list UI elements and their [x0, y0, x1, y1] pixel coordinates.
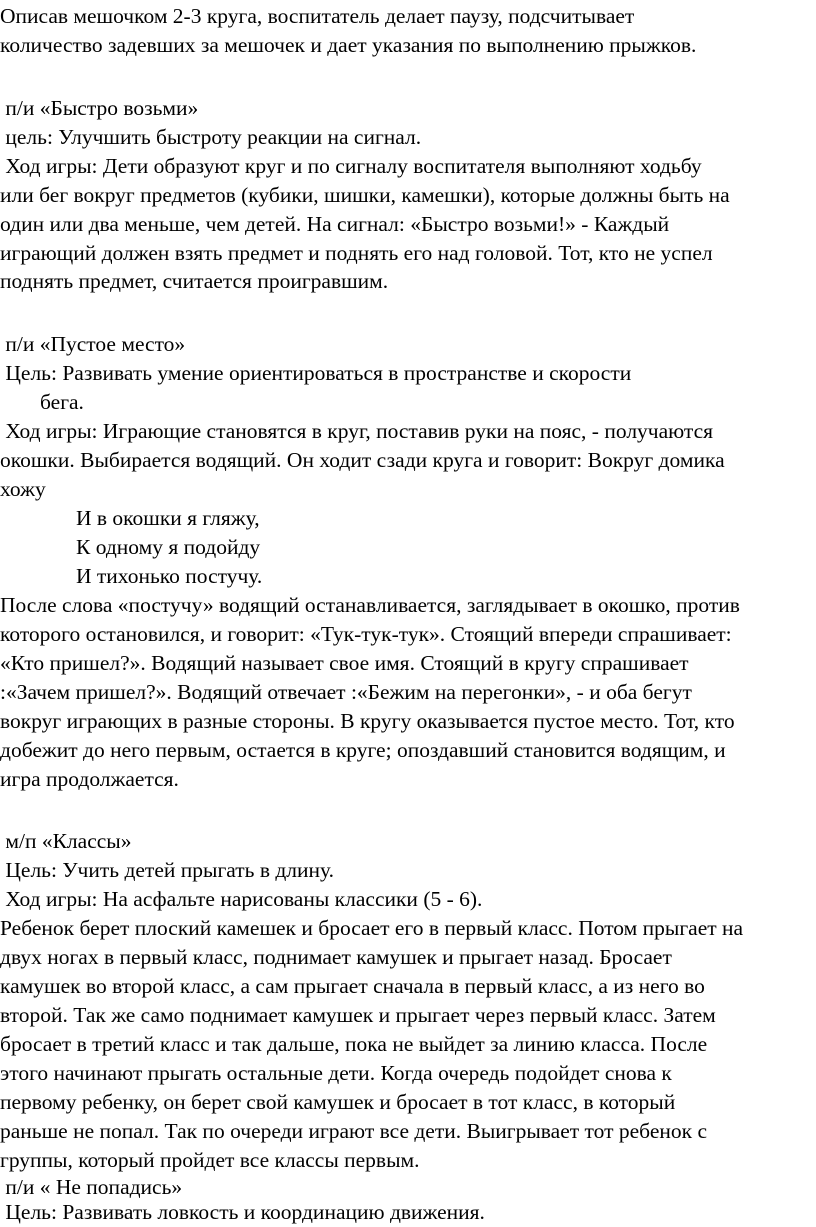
verse-line: К одному я подойду — [76, 535, 261, 559]
game-rules-line: играющий должен взять предмет и поднять его над головой. Тот, кто не успел — [0, 241, 713, 265]
intro-line: Описав мешочком 2-3 круга, воспитатель делает паузу, подсчитывает — [0, 4, 635, 28]
game-rules-line: поднять предмет, считается проигравшим. — [0, 269, 389, 293]
game-rules-line: Ребенок берет плоский камешек и бросает его в первый класс. Потом прыгает на — [0, 916, 744, 940]
game-goal: Цель: Развивать умение ориентироваться в пространстве и скорости — [0, 361, 632, 385]
game-rules-line: вокруг играющих в разные стороны. В кругу оказывается пустое место. Тот, кто — [0, 709, 735, 733]
game-rules-line: второй. Так же само поднимает камушек и прыгает через первый класс. Затем — [0, 1003, 716, 1027]
game-rules-line: группы, который пройдет все классы первым. — [0, 1148, 420, 1172]
game-title: п/и «Быстро возьми» — [0, 96, 199, 120]
game-rules-line: «Кто пришел?». Водящий называет свое имя. Стоящий в кругу спрашивает — [0, 651, 689, 675]
verse-line: И в окошки я гляжу, — [76, 506, 260, 530]
game-rules-line: раньше не попал. Так по очереди играют все дети. Выигрывает тот ребенок с — [0, 1119, 707, 1143]
game-rules-line: Ход игры: На асфальте нарисованы классики (5 - 6). — [0, 887, 483, 911]
game-rules-line: камушек во второй класс, а сам прыгает сначала в первый класс, а из него во — [0, 974, 705, 998]
game-rules-line: двух ногах в первый класс, поднимает камушек и прыгает назад. Бросает — [0, 945, 672, 969]
game-rules-line: или бег вокруг предметов (кубики, шишки, камешки), которые должны быть на — [0, 183, 730, 207]
game-rules-line: один или два меньше, чем детей. На сигнал: «Быстро возьми!» - Каждый — [0, 212, 670, 236]
game-rules-line: бросает в третий класс и так дальше, пока не выйдет за линию класса. После — [0, 1032, 708, 1056]
game-goal: Цель: Учить детей прыгать в длину. — [0, 858, 335, 882]
intro-line: количество задевших за мешочек и дает указания по выполнению прыжков. — [0, 33, 697, 57]
game-goal: цель: Улучшить быстроту реакции на сигнал. — [0, 125, 422, 149]
game-rules-line: добежит до него первым, остается в круге; опоздавший становится водящим, и — [0, 738, 726, 762]
game-rules-line: которого остановился, и говорит: «Тук-тук-тук». Стоящий впереди спрашивает: — [0, 622, 732, 646]
game-rules-line: первому ребенку, он берет свой камушек и бросает в тот класс, в который — [0, 1090, 676, 1114]
game-goal: бега. — [40, 390, 84, 414]
game-title: м/п «Классы» — [0, 829, 132, 853]
verse-line: И тихонько постучу. — [76, 564, 263, 588]
game-goal: Цель: Развивать ловкость и координацию движения. — [0, 1200, 485, 1224]
game-rules-line: хожу — [0, 477, 46, 501]
game-title: п/и « Не попадись» — [0, 1175, 183, 1199]
game-rules-line: этого начинают прыгать остальные дети. Когда очередь подойдет снова к — [0, 1061, 672, 1085]
game-title: п/и «Пустое место» — [0, 332, 186, 356]
game-rules-line: Ход игры: Играющие становятся в круг, поставив руки на пояс, - получаются — [0, 419, 714, 443]
game-rules-line: :«Зачем пришел?». Водящий отвечает :«Бежим на перегонки», - и оба бегут — [0, 680, 692, 704]
game-rules-line: игра продолжается. — [0, 767, 179, 791]
game-rules-line: Ход игры: Дети образуют круг и по сигналу воспитателя выполняют ходьбу — [0, 154, 702, 178]
game-rules-line: После слова «постучу» водящий останавливается, заглядывает в окошко, против — [0, 593, 740, 617]
game-rules-line: окошки. Выбирается водящий. Он ходит сзади круга и говорит: Вокруг домика — [0, 448, 725, 472]
